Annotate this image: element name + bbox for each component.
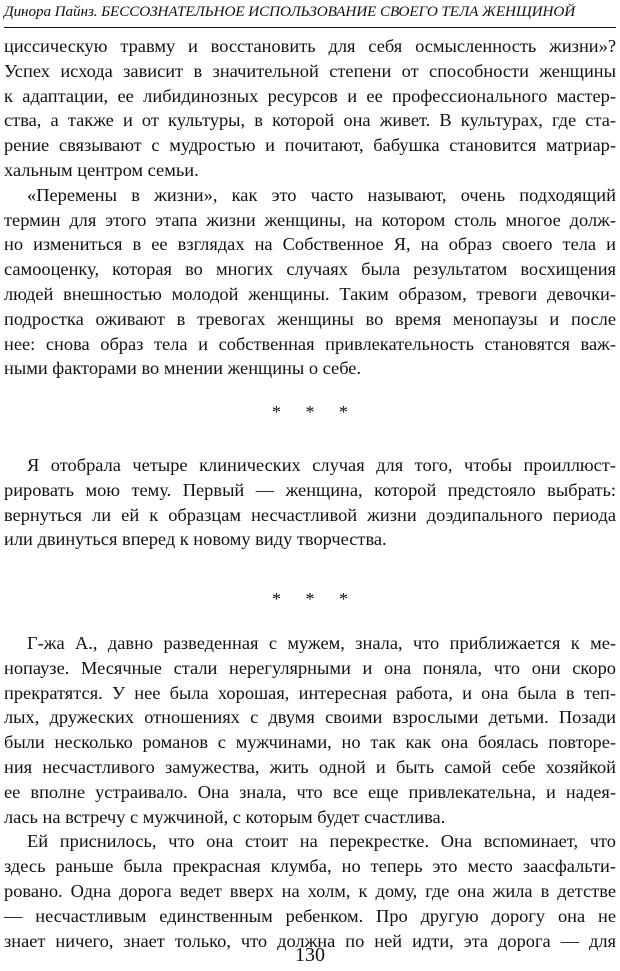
text-line: лась на встречу с мужчиной, с которым будет счастлива. [4,806,446,827]
text-line: ства, а также и от культуры, в которой она живет. В культурах, где ста- [4,110,616,131]
text-line: циссическую травму и восстановить для себя осмысленность жизни»? [4,36,616,56]
text-line: ровано. Одна дорога ведет вверх на холм, к дому, где она жила в детстве [4,880,616,901]
text-line: «Перемены в жизни», как это часто называют, очень подходящий [27,184,616,205]
text-line: рировать мою тему. Первый — женщина, которой предстояло выбрать: [4,479,616,500]
text-line: Ей приснилось, что она стоит на перекрестке. Она вспоминает, что [27,831,616,852]
text-line: нопаузе. Месячные стали нерегулярными и она поняла, что они скоро [4,657,616,678]
text-line: ее вполне устраивало. Она знала, что все еще привлекательна, и надея- [4,781,616,802]
section-separator: * * * [272,589,358,609]
paragraph-block-2 [4,453,616,552]
text-line: самооценку, которая во многих случаях была результатом восхищения [4,259,616,280]
text-line: Успех исхода зависит в значительной степени от способности женщины [4,60,616,81]
text-line: к адаптации, ее либидинозных ресурсов и ее профессионального мастер- [4,85,616,106]
text-line: Я отобрала четыре клинических случая для того, чтобы проиллюст- [27,455,616,475]
text-line: но измениться в ее взглядах на Собственное Я, на образ своего тела и [4,234,616,255]
running-title: Динора Пайнз. БЕССОЗНАТЕЛЬНОЕ ИСПОЛЬЗОВАНИЕ СВОЕГО ТЕЛА ЖЕНЩИНОЙ [4,3,576,20]
text-line: ния несчастливого замужества, жить одной и быть самой себе хозяйкой [4,756,616,777]
text-line: — несчастливым единственным ребенком. Про другую дорогу она не [4,905,616,926]
text-line: Г-жа А., давно разведенная с мужем, знала, что приближается к ме- [27,633,616,653]
header-rule [4,27,616,28]
page-number: 130 [295,944,325,966]
text-line: хальным центром семьи. [4,159,199,180]
text-line: были несколько романов с мужчинами, но так как она боялась повторе- [4,732,616,753]
text-line: лых, дружеских отношениях с двумя своими взрослыми детьми. Позади [4,707,616,728]
paragraph-block-3 [4,631,616,953]
text-line: людей внешностью молодой женщины. Таким образом, тревоги девочки- [4,283,616,304]
text-line: термин для этого этапа жизни женщины, на котором столь многое долж- [4,209,616,230]
text-line: или двинуться вперед к новому виду творчества. [4,529,387,550]
text-line: подростка оживают в тревогах женщины во время менопаузы и после [4,308,616,329]
text-line: прекратятся. У нее была хорошая, интересная работа, и она была в теп- [4,682,616,703]
text-line: знает ничего, знает только, что должна по ней идти, эта дорога — для [4,930,616,951]
text-line: ными факторами во мнении женщины о себе. [4,358,362,379]
text-line: вернуться ли ей к образцам несчастливой жизни доэдипального периода [4,504,616,525]
paragraph-block-1 [4,34,616,381]
text-line: нее: снова образ тела и собственная привлекательность становятся важ- [4,333,616,354]
section-separator: * * * [272,402,358,422]
text-line: рение связывают с мудростью и почитают, бабушка становится матриар- [4,135,616,156]
text-line: здесь раньше была прекрасная клумба, но теперь это место заасфальти- [4,856,616,877]
